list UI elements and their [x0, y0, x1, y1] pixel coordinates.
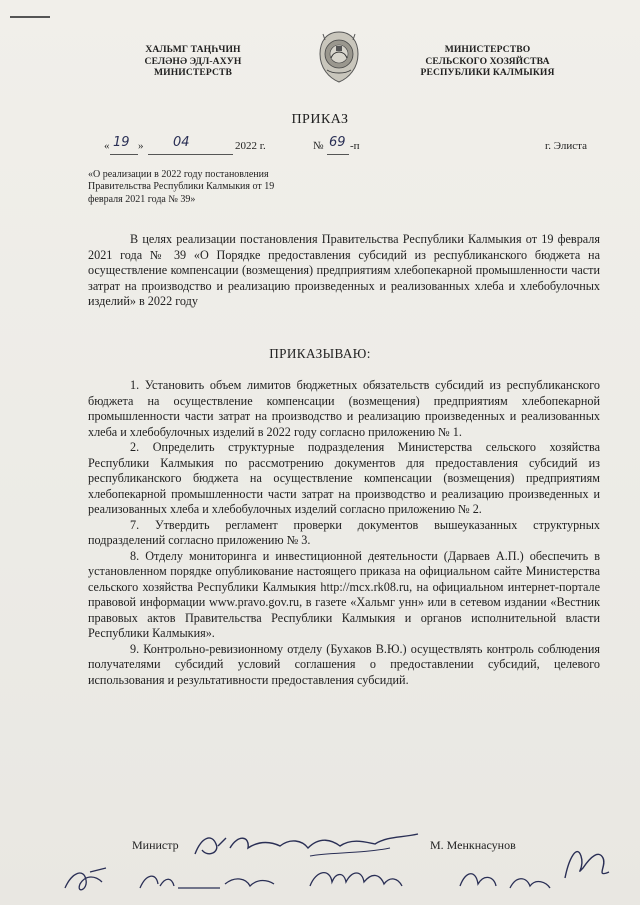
date-month: 04 — [173, 135, 190, 150]
date-open-quote: « — [104, 140, 110, 152]
date-month-underline — [148, 154, 233, 155]
number-suffix: -п — [350, 140, 360, 152]
date-close-quote: » — [138, 140, 144, 152]
order-item: 8. Отделу мониторинга и инвестиционной деятельности (Дарваев А.П.) обеспечить в установленном порядке опубликование настоящего приказа на официальном сайте Министерства сельского хозяйства Республики Калмыкия http://mcx.rk08.ru, на официальном интернет-портале правовой информации www.pravo.gov.ru, в газете «Хальмг унн» или в сетевом издании «Вестник правовых актов Правительства Республики Калмыкия и органов исполнительной власти Республики Калмыкия». — [88, 548, 600, 640]
order-number-underline — [327, 154, 349, 155]
order-item: 1. Установить объем лимитов бюджетных обязательств субсидий из республиканского бюджета на осуществление компенсации (возмещения) предприятиям хлебопекарной промышленности части затрат на производство и реализацию произведенных и реализованных хлеба и хлебобулочных изделий в 2022 году согласно приложению № 1. — [88, 378, 600, 439]
order-item: 7. Утвердить регламент проверки документов вышеуказанных структурных подразделений согласно приложению № 3. — [88, 517, 600, 547]
signer-name: М. Менкнасунов — [430, 838, 516, 852]
header-right — [400, 44, 575, 79]
header-left-line: МИНИСТЕРСТВ — [154, 67, 232, 78]
intro-paragraph — [88, 232, 600, 310]
order-subject — [88, 169, 348, 206]
header-left-line: ХАЛЬМГ ТАҢҺЧИН — [145, 44, 241, 55]
subject-line: февраля 2021 года № 39» — [88, 193, 196, 205]
header-left — [123, 44, 263, 79]
order-items — [88, 378, 600, 688]
scan-mark — [10, 16, 50, 18]
date-day: 19 — [113, 135, 130, 150]
header-right-line: МИНИСТЕРСТВО — [444, 44, 531, 55]
document-title: ПРИКАЗ — [291, 112, 349, 127]
city: г. Элиста — [545, 140, 587, 152]
order-item: 2. Определить структурные подразделения Министерства сельского хозяйства Республики Калмыкия по рассмотрению документов для предоставления субсидий из республиканского бюджета на осуществление компенсации (возмещения) предприятиям хлебопекарной промышленности части затрат на производство и реализацию произведенных и реализованных хлеба и хлебобулочных изделий согласно приложению № 2. — [88, 440, 600, 516]
approval-signatures — [60, 858, 630, 902]
date-number-line — [0, 135, 640, 158]
order-number: 69 — [329, 135, 346, 150]
subject-line: Правительства Республики Калмыкия от 19 — [88, 181, 275, 193]
order-word: ПРИКАЗЫВАЮ: — [269, 346, 371, 361]
kalmykia-coat-of-arms-icon — [317, 30, 361, 84]
signer-position: Министр — [132, 838, 179, 852]
date-year: 2022 г. — [235, 140, 266, 152]
subject-line: «О реализации в 2022 году постановления — [88, 169, 269, 180]
number-prefix: № — [313, 140, 324, 152]
order-item: 9. Контрольно-ревизионному отделу (Бухаков В.Ю.) осуществлять контроль соблюдения получателями субсидий условий соглашения о предоставлении субсидий, целевого использования и результативности предоставления субсидий. — [88, 641, 600, 687]
header-right-line: РЕСПУБЛИКИ КАЛМЫКИЯ — [420, 67, 555, 78]
intro-text: В целях реализации постановления Правительства Республики Калмыкия от 19 февраля 2021 года № 39 «О Порядке предоставления субсидий из республиканского бюджета на осуществление компенсации (возмещения) предприятиям хлебопекарной промышленности части затрат на производство и реализацию произведенных и реализованных хлеба и хлебобулочных изделий» в 2022 году — [88, 232, 600, 308]
header-left-line: СЕЛӘНӘ ЭДЛ-АХУН — [144, 55, 242, 67]
date-day-underline — [110, 154, 138, 155]
header-right-line: СЕЛЬСКОГО ХОЗЯЙСТВА — [425, 55, 550, 67]
